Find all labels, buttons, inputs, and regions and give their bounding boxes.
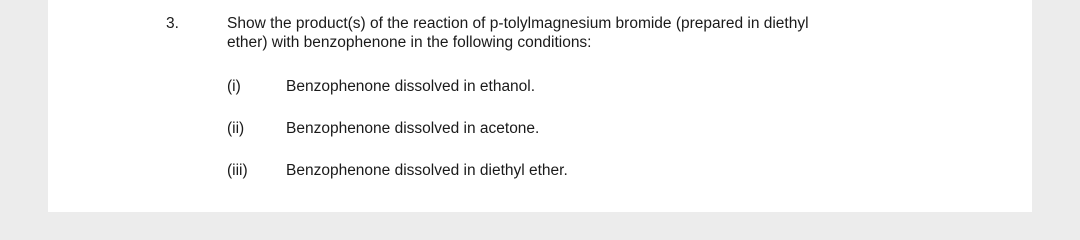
document-page xyxy=(48,0,1032,212)
question-text xyxy=(227,14,947,52)
condition-label: (i) xyxy=(227,78,241,95)
question-text-line-2: ether) with benzophenone in the following conditions: xyxy=(227,34,592,51)
condition-text: Benzophenone dissolved in acetone. xyxy=(286,120,540,137)
condition-text: Benzophenone dissolved in ethanol. xyxy=(286,78,536,95)
condition-label: (iii) xyxy=(227,162,248,179)
question-number: 3. xyxy=(166,15,179,32)
condition-text: Benzophenone dissolved in diethyl ether. xyxy=(286,162,568,179)
question-text-line-1: Show the product(s) of the reaction of p-tolylmagnesium bromide (prepared in diethyl xyxy=(227,15,809,32)
condition-label: (ii) xyxy=(227,120,245,137)
